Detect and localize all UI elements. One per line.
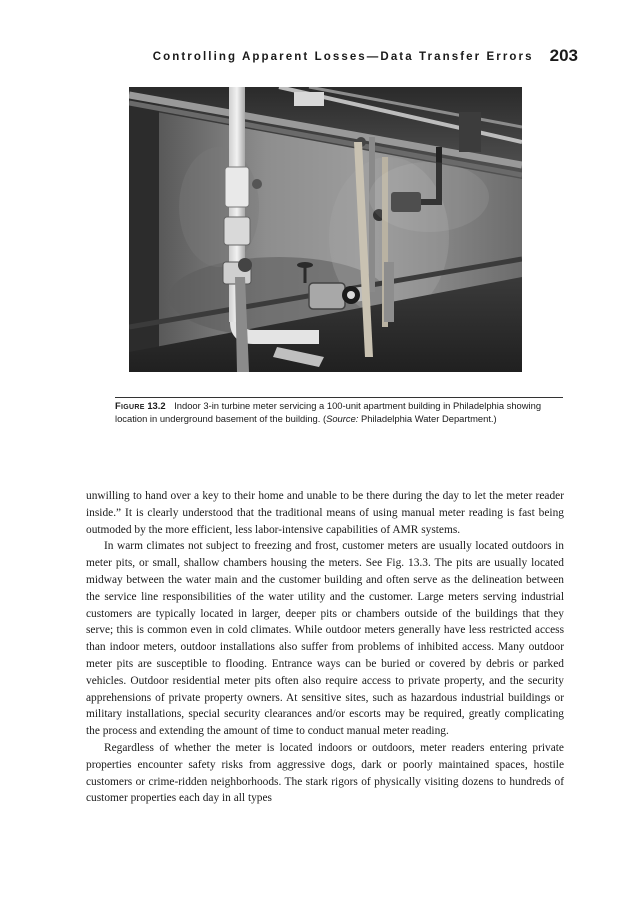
figure-photo [129, 87, 522, 372]
page-number: 203 [549, 46, 578, 65]
body-text [86, 488, 564, 807]
caption-source-label: Source: [326, 413, 359, 424]
caption-rule [115, 397, 563, 398]
running-title: Controlling Apparent Losses—Data Transfer Errors [152, 51, 534, 63]
caption-source-text: Philadelphia Water Department.) [358, 413, 497, 424]
figure-label: Figure [115, 400, 145, 411]
figure-number: 13.2 [147, 400, 166, 411]
basement-meter-photo [129, 87, 522, 372]
paragraph: In warm climates not subject to freezing and frost, customer meters are usually located outdoors in meter pits, or small, shallow chambers housing the meters. See Fig. 13.3. The pits are usually located midway between the water main and the customer building and often serve as the delineation between the service line responsibilities of the water utility and the customer. Large meters serving industrial customers are typically located in larger, deeper pits or chambers outside of the buildings that they serve; this is common even in cold climates. While outdoor meters generally have less restricted access than indoor meters, outdoor installations also suffer from problems of inhibited access. Many outdoor meter pits are susceptible to flooding. Entrance ways can be buried or covered by debris or parked vehicles. Outdoor residential meter pits often also require access to private property, and the security apprehensions of private property owners. At sensitive sites, such as hazardous industrial buildings or military installations, special security clearances and/or escorts may be required, greatly complicating the process and extending the amount of time to conduct manual meter reading. [86, 540, 564, 738]
caption-text: Indoor 3-in turbine meter servicing a 100-unit apartment building in Philadelphia showing location in underground basement of the building. ( [115, 400, 542, 424]
paragraph: Regardless of whether the meter is located indoors or outdoors, meter readers entering private properties encounter safety risks from aggressive dogs, dark or poorly maintained spaces, hostile customers or crime-ridden neighborhoods. The stark rigors of physically visiting dozens to hundreds of customer properties each day in all types [86, 741, 564, 805]
figure-caption [115, 399, 563, 425]
running-head [0, 46, 578, 66]
paragraph: unwilling to hand over a key to their home and unable to be there during the day to let the meter reader inside.” It is clearly understood that the traditional means of using manual meter reading is fast being outmoded by the more efficient, less labor-intensive capabilities of AMR systems. [86, 490, 564, 536]
